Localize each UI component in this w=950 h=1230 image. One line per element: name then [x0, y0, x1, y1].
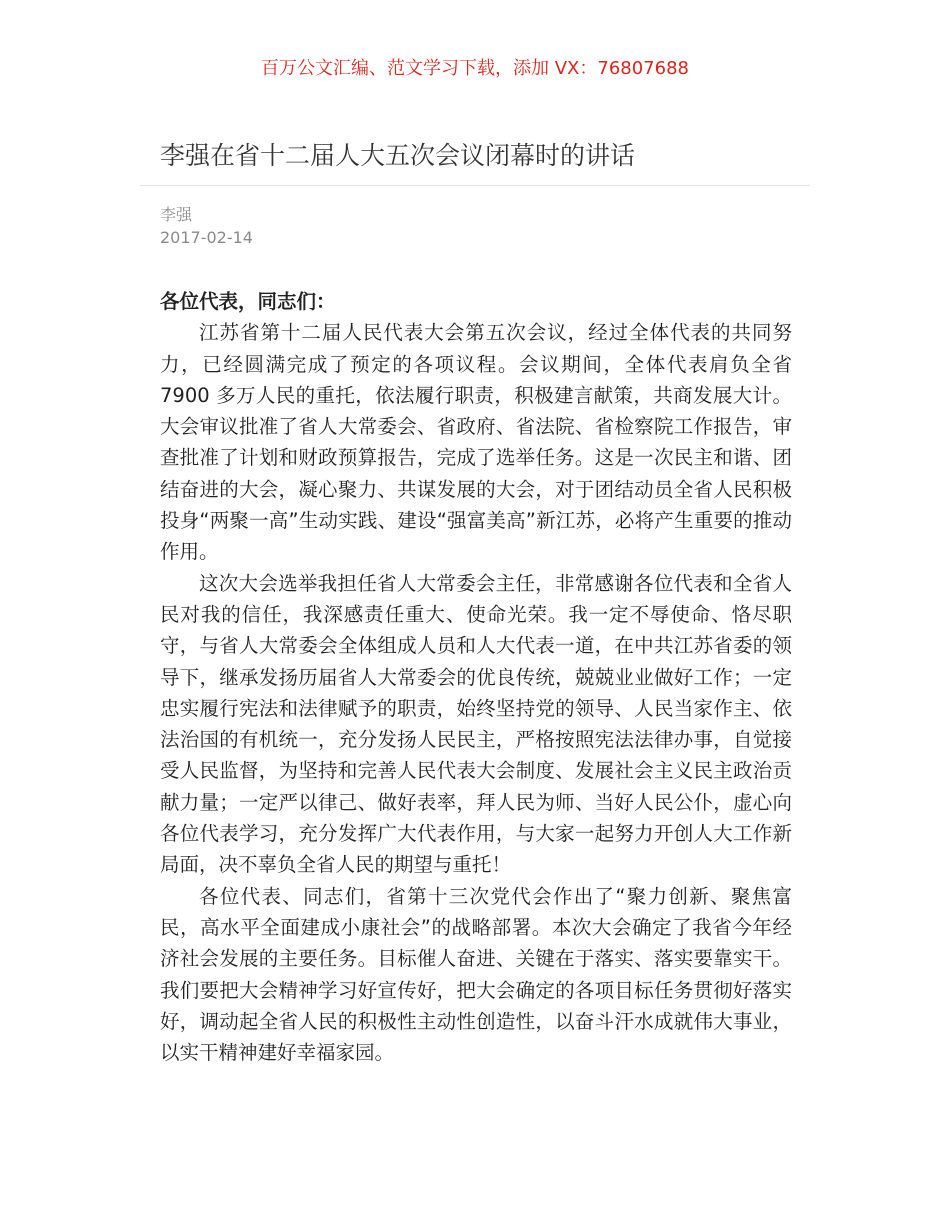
article-author: 李强 [160, 205, 193, 224]
article-body [160, 286, 792, 1068]
paragraph-1: 江苏省第十二届人民代表大会第五次会议，经过全体代表的共同努力，已经圆满完成了预定的各项议程。会议期间，全体代表肩负全省 7900 多万人民的重托，依法履行职责，积极建言献策，共商发展大计。大会审议批准了省人大常委会、省政府、省法院、省检察院工作报告，审查批准了计划和财政预算报告，完成了选举任务。这是一次民主和谐、团结奋进的大会，凝心聚力、共谋发展的大会，对于团结动员全省人民积极投身“两聚一高”生动实践、建设“强富美高”新江苏，必将产生重要的推动作用。 [160, 321, 792, 564]
article-date: 2017-02-14 [160, 228, 253, 247]
salutation: 各位代表，同志们： [160, 290, 336, 313]
paragraph-3: 各位代表、同志们，省第十三次党代会作出了“聚力创新、聚焦富民，高水平全面建成小康社会”的战略部署。本次大会确定了我省今年经济社会发展的主要任务。目标催人奋进、关键在于落实、落实要靠实干。我们要把大会精神学习好宣传好，把大会确定的各项目标任务贯彻好落实好，调动起全省人民的积极性主动性创造性，以奋斗汗水成就伟大事业，以实干精神建好幸福家园。 [160, 884, 792, 1065]
article-meta [160, 203, 253, 249]
article-title: 李强在省十二届人大五次会议闭幕时的讲话 [160, 141, 636, 170]
paragraph-2: 这次大会选举我担任省人大常委会主任，非常感谢各位代表和全省人民对我的信任，我深感责任重大、使命光荣。我一定不辱使命、恪尽职守，与省人大常委会全体组成人员和人大代表一道，在中共江苏省委的领导下，继承发扬历届省人大常委会的优良传统，兢兢业业做好工作；一定忠实履行宪法和法律赋予的职责，始终坚持党的领导、人民当家作主、依法治国的有机统一，充分发扬人民民主，严格按照宪法法律办事，自觉接受人民监督，为坚持和完善人民代表大会制度、发展社会主义民主政治贡献力量；一定严以律己、做好表率，拜人民为师、当好人民公仆，虚心向各位代表学习，充分发挥广大代表作用，与大家一起努力开创人大工作新局面，决不辜负全省人民的期望与重托！ [160, 571, 792, 877]
download-banner: 百万公文汇编、范文学习下载，添加 VX：76807688 [261, 58, 689, 79]
title-divider [140, 185, 810, 186]
